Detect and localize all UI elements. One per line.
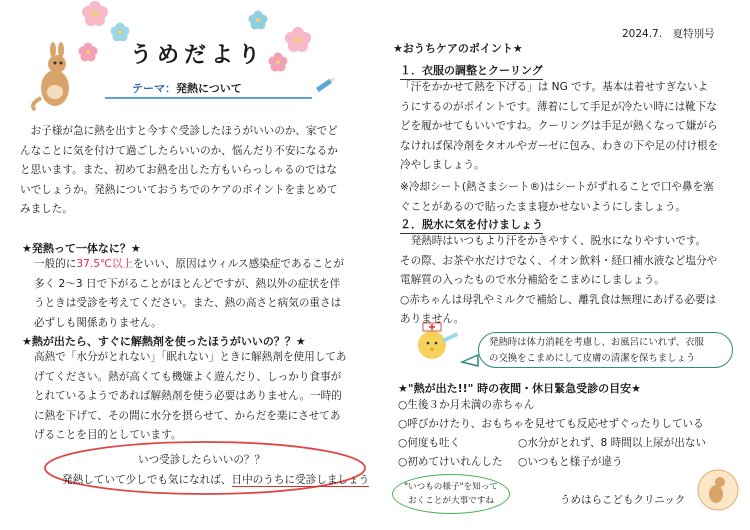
fever-line: 必ずしも関係ありません。 [34, 316, 162, 329]
bubble-line: の交換をこまめにして皮膚の清潔を保ちましょう [489, 353, 696, 364]
plum-flower-icon [285, 27, 311, 52]
point1-line: 冷やしましょう。 [400, 159, 485, 171]
emergency-item: ○初めてけいれんした [398, 456, 503, 468]
fever-line: 多く 2～3 日で下がることがほとんどですが、熱以外の症状を伴 [34, 277, 341, 290]
point1-title: １．衣服の調整とクーリング [400, 62, 543, 80]
bubble-line: 発熱時は体力消耗を考慮し、お風呂にいれず、衣服 [489, 337, 704, 348]
fever-line-post: をいい、原因はウィルス感染症であることが [133, 258, 344, 270]
emergency-item: ○水分がとれず、8 時間以上尿が出ない [518, 437, 707, 449]
intro-line: んなことに気を付けて過ごしたらいいのか、悩んだり不安になるか [20, 144, 338, 157]
intro-paragraph [20, 122, 375, 220]
section-antipyretic-body [34, 348, 379, 446]
cloud-message-underlined: 日中のうちに受診しましょう [231, 474, 370, 486]
fever-temp-mark: 37.5℃以上 [76, 258, 134, 270]
point1-line: 「汗をかかせて熱を下げる」は NG です。基本は着せすぎないよ [400, 81, 709, 93]
oval-line: おくことが大事ですね [408, 496, 494, 506]
plum-flower-icon [269, 53, 288, 72]
point1-body [400, 78, 740, 176]
home-care-title: ★おうちケアのポイント★ [393, 42, 523, 55]
emergency-item: ○呼びかけたり、おもちゃを見せても反応せずぐったりしている [398, 418, 704, 430]
emergency-item: ○何度も吐く [398, 437, 461, 449]
emergency-item: ○生後３か月未満の赤ちゃん [398, 399, 535, 411]
point1-line: なければ保冷剤をタオルやガーゼに包み、わきの下や足の付け根を [400, 139, 719, 152]
point1-line: どを履かせてもいいですね。クーリングは手足が熱くなって嫌がら [400, 120, 718, 132]
point2-line: ありません。 [400, 313, 465, 325]
clinic-name: うめはらこどもクリニック [560, 494, 686, 506]
theme-text: 発熱について [176, 82, 242, 95]
intro-line: いでしょうか。発熱についておうちでのケアのポイントをまとめて [20, 183, 338, 196]
newsletter-title: うめだより [130, 43, 266, 68]
note-line: ぐことがあるので貼ったまま寝かせないようにしましょう。 [400, 200, 687, 213]
fever-line-pre: 一般的に [34, 258, 77, 270]
bathing-advice-bubble [478, 332, 733, 368]
emergency-list [398, 396, 743, 472]
point2-line: ○赤ちゃんは母乳やミルクで補給し、離乳食は無理にあげる必要は [400, 293, 717, 306]
point2-body [400, 232, 740, 330]
antipyretic-line: とれているようであれば解熱剤を使う必要はありません。一時的 [34, 390, 342, 402]
pencil-icon [316, 75, 337, 92]
oval-line: "いつもの様子"を知って [404, 482, 498, 492]
plum-flower-icon [249, 11, 268, 30]
point2-line: 電解質の入ったもので水分補給をこまめにしましょう。 [400, 274, 665, 286]
cooling-sheet-note [400, 178, 740, 217]
intro-line: みました。 [20, 203, 73, 215]
antipyretic-line: げることを目的としています。 [34, 429, 182, 441]
usual-state-oval [392, 474, 510, 514]
intro-line: と思います。また、初めてお熱を出した方もいらっしゃるのではな [20, 164, 337, 176]
cloud-message-pre: 発熱していて少しでも気になれば、 [62, 474, 232, 486]
point2-title: ２．脱水に気を付けましょう [400, 216, 543, 234]
intro-line: お子様が急に熱を出すと今すぐ受診したほうがいいのか、家でど [20, 125, 338, 137]
cloud-title: いつ受診したらいいの？？ [138, 454, 266, 466]
plum-flower-icon [82, 1, 108, 26]
note-line: ※冷却シート(熱さまシート®)はシートがずれることで口や鼻を塞 [400, 181, 714, 193]
kangaroo-illustration [33, 42, 69, 110]
clinic-logo-icon [698, 470, 738, 510]
point2-line: その際、お茶や水だけでなく、イオン飲料・経口補水液など塩分や [400, 254, 718, 267]
fever-line: うときは受診を考えてください。また、熱の高さと病気の重さは [34, 297, 342, 309]
plum-flower-icon [79, 43, 98, 62]
section-antipyretic-title: ★熱が出たら、すぐに解熱剤を使ったほうがいいの？？★ [22, 335, 306, 348]
emergency-title: ★"熱が出た!!" 時の夜間・休日緊急受診の目安★ [398, 382, 642, 395]
theme-label: テーマ： [132, 82, 176, 95]
point2-line: 発熱時はいつもより汗をかきやすく、脱水になりやすいです。 [400, 235, 707, 247]
antipyretic-line: 高熱で「水分がとれない」「眠れない」ときに解熱剤を使用してあ [34, 351, 347, 363]
plum-flower-icon [111, 23, 130, 42]
point1-line: うにするのがポイントです。薄着にして手足が冷たい時には靴下な [400, 100, 717, 113]
section-fever-title: ★発熱って一体なに？★ [22, 242, 141, 255]
bubble-tail [462, 355, 478, 366]
cloud-message [62, 472, 369, 487]
antipyretic-line: に熱を下げて、その間に水分を摂らせて、からだを楽にさせてあ [34, 409, 341, 422]
issue-date: 2024.7. 夏特別号 [622, 28, 715, 40]
section-fever-body [34, 255, 379, 333]
emergency-item: ○いつもと様子が違う [518, 456, 623, 468]
antipyretic-line: げてください。熱が高くても機嫌よく遊んだり、しっかり食事が [34, 370, 342, 383]
